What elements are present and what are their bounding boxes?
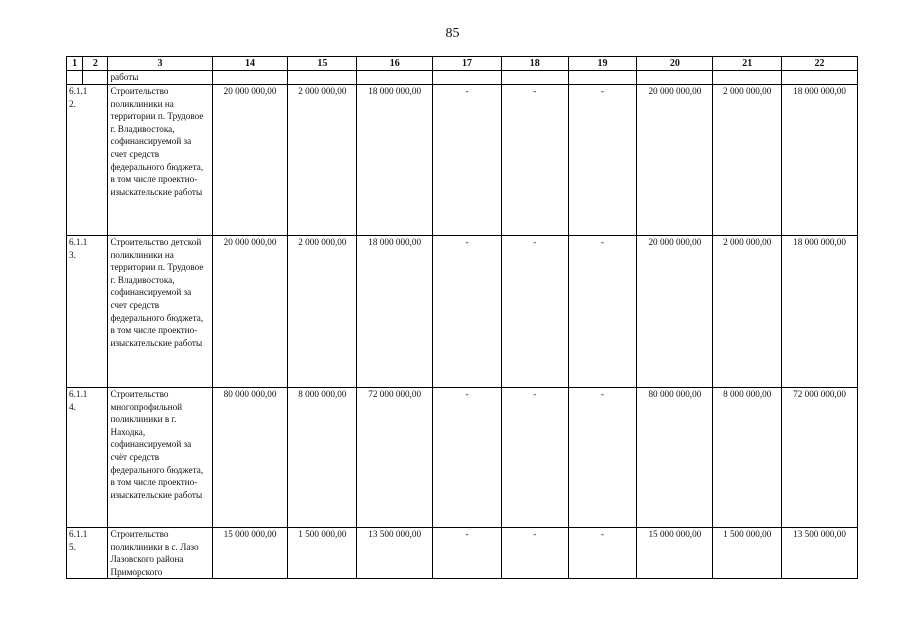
cell-20: 20 000 000,00: [637, 236, 713, 388]
row-id: 6.1.1 2.: [67, 85, 108, 236]
cell-15: 2 000 000,00: [288, 85, 357, 236]
cell-18: -: [501, 388, 568, 528]
cell-16: 18 000 000,00: [357, 236, 433, 388]
table-row: [67, 236, 858, 388]
continuation-text: работы: [108, 71, 212, 85]
header-cell: 2: [83, 57, 108, 71]
table-row: [67, 85, 858, 236]
page-number: 85: [445, 26, 460, 41]
row-description: Строительство многопрофильной поликлиники в г. Находка, софинансируемой за счёт средств федерального бюджета, в том числе проектно-изыскательские работы: [108, 388, 212, 528]
cell-15: 1 500 000,00: [288, 528, 357, 579]
cell-14: 20 000 000,00: [212, 236, 288, 388]
table-row: [67, 528, 858, 579]
cell-20: 20 000 000,00: [637, 85, 713, 236]
header-cell: 17: [433, 57, 502, 71]
header-row: [67, 57, 858, 71]
header-cell: 21: [713, 57, 782, 71]
header-cell: 3: [108, 57, 212, 71]
table-row: [67, 388, 858, 528]
cell-22: 13 500 000,00: [782, 528, 858, 579]
cell-16: 18 000 000,00: [357, 85, 433, 236]
cell-14: 80 000 000,00: [212, 388, 288, 528]
row-description: Строительство поликлиники на территории п. Трудовое г. Владивостока, софинансируемой за счет средств федерального бюджета, в том числе проектно-изыскательские работы: [108, 85, 212, 236]
cell-20: 80 000 000,00: [637, 388, 713, 528]
header-cell: 22: [782, 57, 858, 71]
cell-19: -: [568, 85, 637, 236]
header-cell: 15: [288, 57, 357, 71]
cell-17: -: [433, 388, 502, 528]
header-cell: 14: [212, 57, 288, 71]
continuation-row: [67, 71, 858, 85]
header-cell: 1: [67, 57, 83, 71]
cell-15: 2 000 000,00: [288, 236, 357, 388]
cell-18: -: [501, 85, 568, 236]
cell-22: 18 000 000,00: [782, 85, 858, 236]
row-id: 6.1.1 5.: [67, 528, 108, 579]
cell-14: 20 000 000,00: [212, 85, 288, 236]
cell-21: 2 000 000,00: [713, 85, 782, 236]
cell-19: -: [568, 528, 637, 579]
header-cell: 18: [501, 57, 568, 71]
header-cell: 19: [568, 57, 637, 71]
cell-22: 72 000 000,00: [782, 388, 858, 528]
cell-17: -: [433, 85, 502, 236]
cell-17: -: [433, 236, 502, 388]
cell-21: 1 500 000,00: [713, 528, 782, 579]
cell-21: 8 000 000,00: [713, 388, 782, 528]
cell-21: 2 000 000,00: [713, 236, 782, 388]
row-description: Строительство поликлиники в с. Лазо Лазовского района Приморского: [108, 528, 212, 579]
row-description: Строительство детской поликлиники на территории п. Трудовое г. Владивостока, софинансируемой за счет средств федерального бюджета, в том числе проектно-изыскательские работы: [108, 236, 212, 388]
cell-18: -: [501, 236, 568, 388]
header-cell: 16: [357, 57, 433, 71]
cell-16: 72 000 000,00: [357, 388, 433, 528]
cell-15: 8 000 000,00: [288, 388, 357, 528]
row-id: 6.1.1 3.: [67, 236, 108, 388]
cell-14: 15 000 000,00: [212, 528, 288, 579]
cell-20: 15 000 000,00: [637, 528, 713, 579]
budget-table: [66, 56, 858, 579]
row-id: 6.1.1 4.: [67, 388, 108, 528]
cell-19: -: [568, 236, 637, 388]
header-cell: 20: [637, 57, 713, 71]
cell-18: -: [501, 528, 568, 579]
cell-17: -: [433, 528, 502, 579]
cell-16: 13 500 000,00: [357, 528, 433, 579]
cell-19: -: [568, 388, 637, 528]
cell-22: 18 000 000,00: [782, 236, 858, 388]
